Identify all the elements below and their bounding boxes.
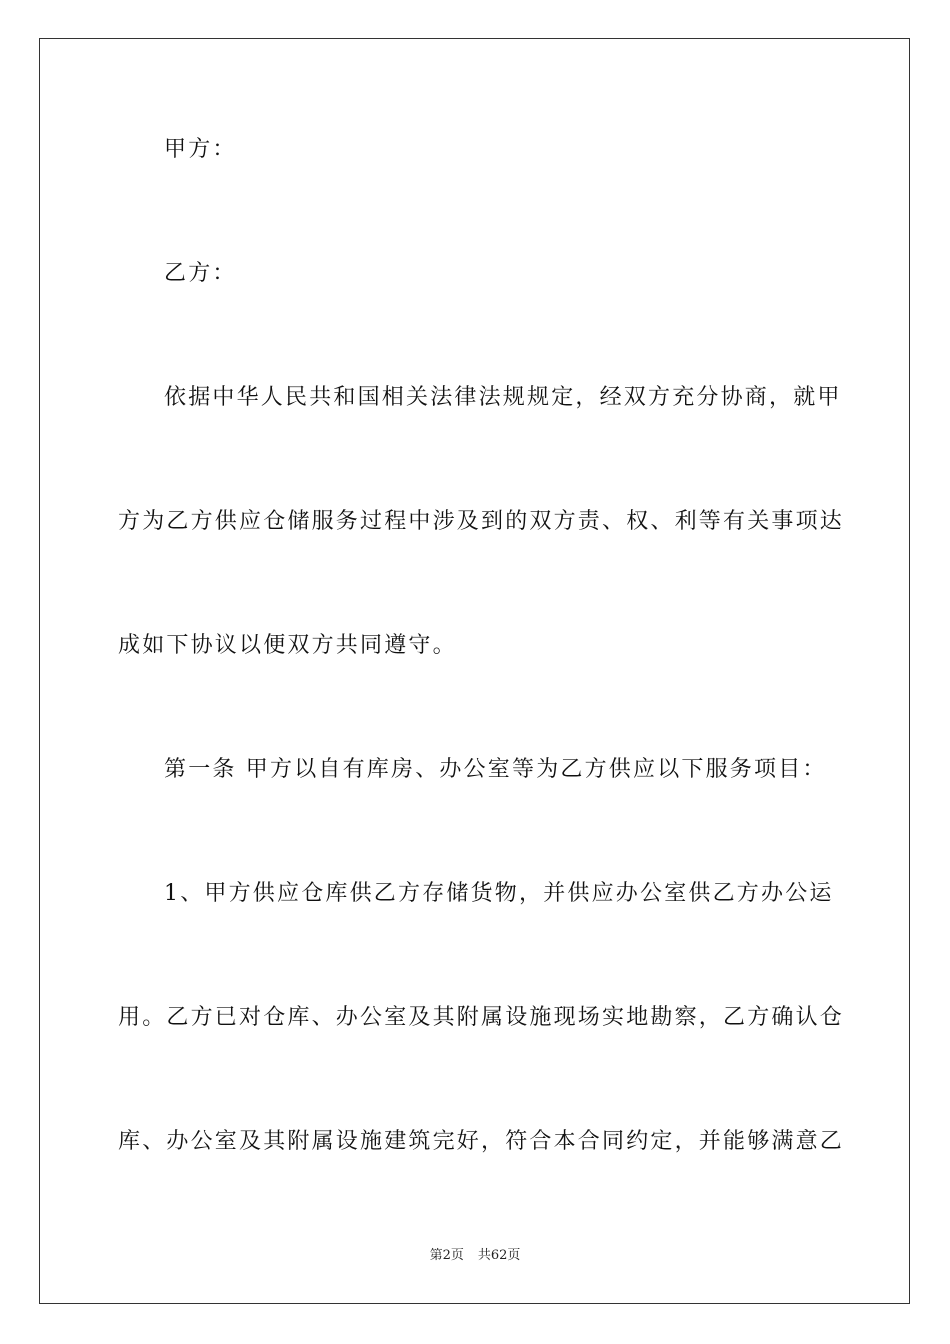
page-total: 共62页 (477, 1248, 521, 1263)
paragraph-line: 依据中华人民共和国相关法律法规规定，经双方充分协商，就甲 (164, 385, 842, 410)
article-heading: 第一条 甲方以自有库房、办公室等为乙方供应以下服务项目： (164, 757, 827, 782)
paragraph-line: 用。乙方已对仓库、办公室及其附属设施现场实地勘察，乙方确认仓 (118, 1005, 845, 1030)
page-footer (0, 1247, 950, 1265)
paragraph-line: 1、甲方供应仓库供乙方存储货物，并供应办公室供乙方办公运 (164, 881, 834, 906)
party-b-label: 乙方： (164, 261, 237, 286)
page-frame (39, 38, 910, 1304)
paragraph-line: 成如下协议以便双方共同遵守。 (118, 633, 457, 658)
paragraph-line: 方为乙方供应仓储服务过程中涉及到的双方责、权、利等有关事项达 (118, 509, 845, 534)
party-a-label: 甲方： (164, 137, 237, 162)
paragraph-line: 库、办公室及其附属设施建筑完好，符合本合同约定，并能够满意乙 (118, 1129, 845, 1154)
page-number: 第2页 (429, 1248, 464, 1263)
